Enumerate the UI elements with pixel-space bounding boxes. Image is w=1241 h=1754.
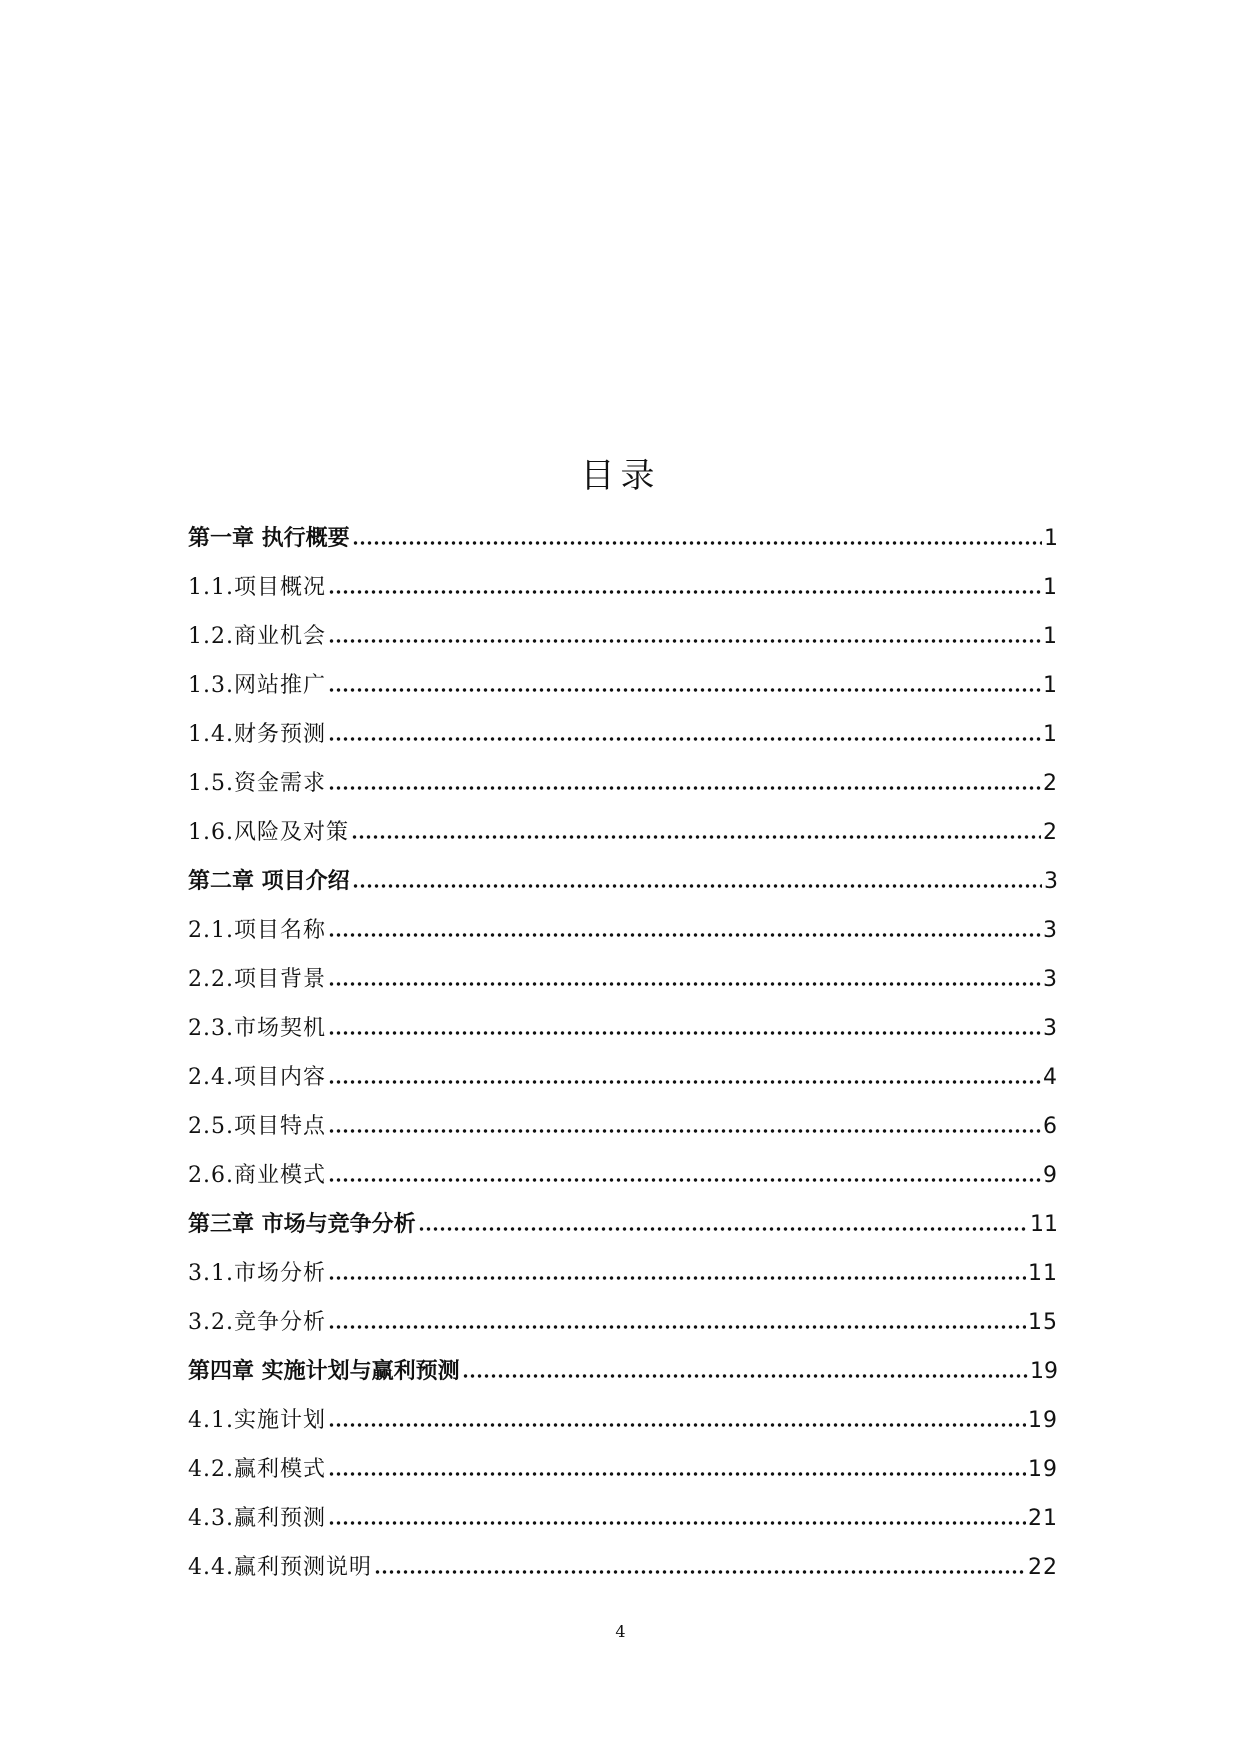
toc-entry-label: 4.3.赢利预测 <box>188 1506 326 1531</box>
toc-dot-leader <box>328 931 1041 939</box>
toc-dot-leader <box>328 1470 1026 1478</box>
toc-dot-leader <box>418 1225 1028 1233</box>
toc-section-entry[interactable] <box>188 750 1058 799</box>
toc-entry-page: 6 <box>1043 1114 1058 1139</box>
toc-entry-label: 1.5.资金需求 <box>188 771 326 796</box>
toc-dot-leader <box>328 1078 1041 1086</box>
page-number: 4 <box>615 1622 626 1641</box>
table-of-contents <box>188 505 1058 1583</box>
toc-section-entry[interactable] <box>188 1240 1058 1289</box>
toc-entry-label: 1.2.商业机会 <box>188 624 326 649</box>
toc-entry-label: 第四章 实施计划与赢利预测 <box>188 1359 460 1384</box>
toc-entry-page: 21 <box>1028 1506 1058 1531</box>
toc-dot-leader <box>328 1176 1041 1184</box>
toc-entry-label: 4.2.赢利模式 <box>188 1457 326 1482</box>
toc-dot-leader <box>328 1421 1026 1429</box>
toc-entry-label: 3.1.市场分析 <box>188 1261 326 1286</box>
toc-entry-page: 11 <box>1030 1212 1058 1237</box>
toc-section-entry[interactable] <box>188 554 1058 603</box>
toc-entry-label: 1.3.网站推广 <box>188 673 326 698</box>
toc-entry-page: 9 <box>1043 1163 1058 1188</box>
toc-dot-leader <box>374 1568 1026 1576</box>
toc-dot-leader <box>328 1029 1041 1037</box>
toc-entry-page: 1 <box>1043 673 1058 698</box>
toc-entry-page: 19 <box>1030 1359 1058 1384</box>
toc-dot-leader <box>328 980 1041 988</box>
toc-entry-page: 1 <box>1043 624 1058 649</box>
toc-dot-leader <box>328 1274 1026 1282</box>
toc-entry-page: 2 <box>1043 820 1058 845</box>
toc-entry-label: 2.4.项目内容 <box>188 1065 326 1090</box>
toc-title: 目录 <box>580 456 661 496</box>
toc-section-entry[interactable] <box>188 652 1058 701</box>
toc-section-entry[interactable] <box>188 1044 1058 1093</box>
toc-chapter-entry[interactable] <box>188 1191 1058 1240</box>
toc-dot-leader <box>351 833 1041 841</box>
toc-section-entry[interactable] <box>188 1534 1058 1583</box>
toc-dot-leader <box>328 686 1041 694</box>
toc-section-entry[interactable] <box>188 603 1058 652</box>
toc-entry-page: 22 <box>1028 1555 1058 1580</box>
toc-dot-leader <box>462 1372 1028 1380</box>
toc-entry-page: 19 <box>1028 1408 1058 1433</box>
toc-dot-leader <box>328 1519 1026 1527</box>
toc-entry-label: 3.2.竞争分析 <box>188 1310 326 1335</box>
toc-section-entry[interactable] <box>188 1436 1058 1485</box>
toc-entry-page: 19 <box>1028 1457 1058 1482</box>
toc-entry-label: 1.6.风险及对策 <box>188 820 349 845</box>
toc-entry-page: 15 <box>1028 1310 1058 1335</box>
toc-entry-label: 4.1.实施计划 <box>188 1408 326 1433</box>
toc-section-entry[interactable] <box>188 897 1058 946</box>
toc-dot-leader <box>328 588 1041 596</box>
toc-entry-page: 3 <box>1043 1016 1058 1041</box>
toc-dot-leader <box>328 1323 1026 1331</box>
toc-section-entry[interactable] <box>188 1485 1058 1534</box>
toc-entry-label: 2.1.项目名称 <box>188 918 326 943</box>
toc-chapter-entry[interactable] <box>188 1338 1058 1387</box>
toc-chapter-entry[interactable] <box>188 848 1058 897</box>
toc-entry-page: 2 <box>1043 771 1058 796</box>
toc-entry-label: 2.2.项目背景 <box>188 967 326 992</box>
toc-section-entry[interactable] <box>188 946 1058 995</box>
toc-entry-label: 2.3.市场契机 <box>188 1016 326 1041</box>
toc-chapter-entry[interactable] <box>188 505 1058 554</box>
toc-entry-page: 3 <box>1043 967 1058 992</box>
toc-entry-page: 3 <box>1044 869 1058 894</box>
toc-entry-label: 第一章 执行概要 <box>188 526 350 551</box>
toc-entry-label: 第三章 市场与竞争分析 <box>188 1212 416 1237</box>
toc-section-entry[interactable] <box>188 701 1058 750</box>
toc-entry-label: 1.1.项目概况 <box>188 575 326 600</box>
toc-entry-page: 1 <box>1044 526 1058 551</box>
toc-dot-leader <box>328 637 1041 645</box>
toc-dot-leader <box>352 882 1042 890</box>
toc-dot-leader <box>328 784 1041 792</box>
toc-section-entry[interactable] <box>188 1093 1058 1142</box>
toc-entry-page: 1 <box>1043 722 1058 747</box>
toc-dot-leader <box>328 1127 1041 1135</box>
toc-entry-label: 4.4.赢利预测说明 <box>188 1555 372 1580</box>
toc-entry-page: 4 <box>1043 1065 1058 1090</box>
toc-dot-leader <box>328 735 1041 743</box>
toc-entry-label: 2.6.商业模式 <box>188 1163 326 1188</box>
toc-entry-page: 11 <box>1028 1261 1058 1286</box>
toc-section-entry[interactable] <box>188 1387 1058 1436</box>
toc-dot-leader <box>352 539 1042 547</box>
toc-entry-label: 第二章 项目介绍 <box>188 869 350 894</box>
toc-section-entry[interactable] <box>188 1289 1058 1338</box>
toc-entry-label: 2.5.项目特点 <box>188 1114 326 1139</box>
toc-section-entry[interactable] <box>188 1142 1058 1191</box>
toc-entry-label: 1.4.财务预测 <box>188 722 326 747</box>
toc-section-entry[interactable] <box>188 995 1058 1044</box>
toc-section-entry[interactable] <box>188 799 1058 848</box>
toc-entry-page: 3 <box>1043 918 1058 943</box>
toc-entry-page: 1 <box>1043 575 1058 600</box>
